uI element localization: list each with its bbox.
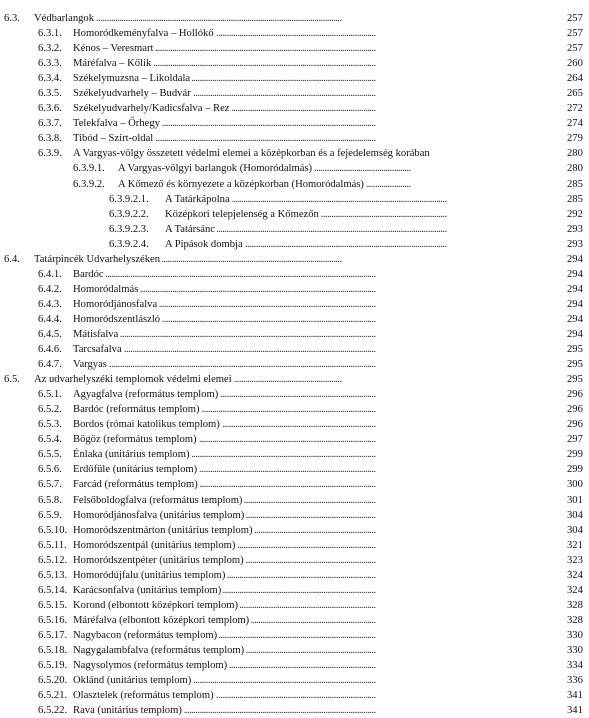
toc-entry[interactable] (0, 327, 589, 342)
section-title: Máréfalva – Kőlik (73, 58, 152, 70)
section-title: Telekfalva – Őrhegy (73, 118, 160, 130)
toc-entry-text (109, 222, 217, 237)
toc-entry-text (73, 177, 366, 192)
page-number: 301 (565, 493, 589, 508)
section-number: 6.5.13. (38, 569, 68, 581)
page-number: 294 (565, 267, 589, 282)
page-number: 272 (565, 101, 589, 116)
toc-entry[interactable] (0, 417, 589, 432)
page-number: 296 (565, 417, 589, 432)
toc-entry[interactable] (0, 11, 589, 26)
section-number: 6.3.8. (38, 133, 62, 145)
toc-entry[interactable] (0, 583, 589, 598)
page-number: 324 (565, 583, 589, 598)
section-number: 6.5.4. (38, 434, 62, 446)
section-number: 6.5.3. (38, 419, 62, 431)
toc-entry[interactable] (0, 673, 589, 688)
section-title: Székelyudvarhely/Kadicsfalva – Rez (73, 103, 230, 115)
section-title: Karácsonfalva (unitárius templom) (73, 584, 222, 596)
toc-entry[interactable] (0, 342, 589, 357)
toc-entry[interactable] (0, 477, 589, 492)
page-number: 299 (565, 447, 589, 462)
toc-entry-text (38, 432, 199, 447)
page-number: 280 (565, 146, 589, 161)
toc-entry-text (4, 252, 162, 267)
page-number: 296 (565, 402, 589, 417)
section-number: 6.5.6. (38, 464, 62, 476)
section-title: Tibód – Szirt-oldal (73, 133, 154, 145)
toc-entry-text (38, 553, 246, 568)
toc-entry-text (4, 11, 96, 26)
section-number: 6.3.9.2.3. (109, 223, 149, 235)
toc-entry-text (38, 56, 153, 71)
toc-entry[interactable] (0, 643, 589, 658)
section-number: 6.3.6. (38, 103, 62, 115)
toc-entry[interactable] (0, 523, 589, 538)
page-number: 280 (565, 161, 589, 176)
toc-entry-text (109, 237, 245, 252)
toc-entry[interactable] (0, 252, 589, 267)
page-number: 300 (565, 477, 589, 492)
section-title: Mátisfalva (73, 328, 119, 340)
toc-entry[interactable] (0, 207, 589, 222)
page-number: 257 (565, 41, 589, 56)
toc-entry[interactable] (0, 56, 589, 71)
toc-entry-text (38, 568, 227, 583)
table-of-contents (0, 11, 589, 718)
toc-entry[interactable] (0, 568, 589, 583)
section-title: Középkori telepjelenség a Kőmezőn (165, 208, 319, 220)
section-title: Máréfalva (elbontott középkori templom) (73, 614, 250, 626)
section-number: 6.4.4. (38, 313, 62, 325)
section-number: 6.5.1. (38, 389, 62, 401)
dot-leader (38, 357, 567, 372)
toc-entry[interactable] (0, 297, 589, 312)
toc-entry[interactable] (0, 267, 589, 282)
section-title: A Tatársánc (165, 223, 215, 235)
section-number: 6.4.5. (38, 328, 62, 340)
toc-entry-text (38, 342, 124, 357)
toc-entry-text (38, 538, 237, 553)
section-title: Homoródjánosfalva (unitárius templom) (73, 509, 245, 521)
page-number: 294 (565, 252, 589, 267)
toc-entry-text (38, 131, 155, 146)
toc-entry-text (73, 161, 314, 176)
toc-entry-text (38, 282, 140, 297)
section-number: 6.5.10. (38, 524, 68, 536)
page-number: 324 (565, 568, 589, 583)
section-title: Oklánd (unitárius templom) (73, 675, 192, 687)
page-number: 330 (565, 628, 589, 643)
section-number: 6.5.11. (38, 539, 67, 551)
toc-entry[interactable] (0, 222, 589, 237)
page-number: 285 (565, 192, 589, 207)
section-number: 6.5.22. (38, 705, 68, 717)
section-title: Felsőboldogfalva (református templom) (73, 494, 243, 506)
section-number: 6.3.4. (38, 73, 62, 85)
section-number: 6.3.9.2.4. (109, 238, 149, 250)
toc-entry[interactable] (0, 613, 589, 628)
section-number: 6.3.9.2. (73, 178, 105, 190)
page-number: 328 (565, 598, 589, 613)
toc-entry[interactable] (0, 192, 589, 207)
page-number: 321 (565, 538, 589, 553)
page-number: 328 (565, 613, 589, 628)
page-number: 292 (565, 207, 589, 222)
section-number: 6.5.7. (38, 479, 62, 491)
section-number: 6.3.1. (38, 28, 62, 40)
section-number: 6.5.5. (38, 449, 62, 461)
section-title: Bardóc (református templom) (73, 404, 200, 416)
section-title: Székelyudvarhely – Budvár (73, 88, 191, 100)
toc-entry-text (38, 116, 162, 131)
page-number: 296 (565, 387, 589, 402)
section-title: A Vargyas-völgy összetett védelmi elemei a középkorban és a fejedelemség korában (73, 148, 430, 160)
page-number: 294 (565, 327, 589, 342)
page-number: 294 (565, 282, 589, 297)
toc-entry[interactable] (0, 71, 589, 86)
section-title: Homoródkeményfalva – Hollókő (73, 28, 214, 40)
toc-entry[interactable] (0, 402, 589, 417)
section-title: Agyagfalva (református templom) (73, 389, 219, 401)
page-number: 304 (565, 508, 589, 523)
toc-entry[interactable] (0, 237, 589, 252)
toc-entry-text (38, 462, 199, 477)
toc-entry-text (38, 146, 432, 161)
section-number: 6.5.15. (38, 599, 68, 611)
toc-entry-text (38, 41, 155, 56)
section-number: 6.5.16. (38, 614, 68, 626)
page-number: 265 (565, 86, 589, 101)
page-number: 293 (565, 222, 589, 237)
toc-entry-text (38, 26, 216, 41)
toc-entry-text (109, 207, 321, 222)
section-title: Énlaka (unitárius templom) (73, 449, 190, 461)
toc-entry[interactable] (0, 312, 589, 327)
toc-entry-text (38, 327, 120, 342)
toc-entry-text (38, 267, 106, 282)
page-number: 341 (565, 688, 589, 703)
section-number: 6.3. (4, 13, 20, 24)
page-number: 285 (565, 177, 589, 192)
toc-entry[interactable] (0, 41, 589, 56)
toc-entry[interactable] (0, 447, 589, 462)
section-number: 6.5.20. (38, 675, 68, 687)
toc-entry-text (38, 583, 223, 598)
toc-entry[interactable] (0, 658, 589, 673)
toc-entry[interactable] (0, 101, 589, 116)
section-number: 6.5.8. (38, 494, 62, 506)
page-number: 304 (565, 523, 589, 538)
section-title: Korond (elbontott középkori templom) (73, 599, 239, 611)
page-number: 341 (565, 703, 589, 718)
section-title: Homoródújfalu (unitárius templom) (73, 569, 226, 581)
toc-entry[interactable] (0, 161, 589, 176)
toc-entry-text (38, 523, 254, 538)
page-number: 336 (565, 673, 589, 688)
page-number: 293 (565, 237, 589, 252)
toc-entry[interactable] (0, 177, 589, 192)
section-number: 6.5.19. (38, 660, 68, 672)
section-title: A Tatárkápolna (165, 193, 230, 205)
section-title: A Kőmező és környezete a középkorban (Homoródalmás) (118, 178, 364, 190)
page-number: 294 (565, 312, 589, 327)
page-number: 274 (565, 116, 589, 131)
section-title: Homoródszentpál (unitárius templom) (73, 539, 236, 551)
toc-entry-text (38, 673, 193, 688)
section-number: 6.4.6. (38, 344, 62, 356)
toc-entry-text (38, 447, 192, 462)
section-number: 6.5.18. (38, 644, 68, 656)
section-title: Bordos (római katolikus templom) (73, 419, 220, 431)
section-number: 6.3.3. (38, 58, 62, 70)
toc-entry-text (38, 493, 244, 508)
toc-entry-text (38, 598, 240, 613)
section-number: 6.4.2. (38, 283, 62, 295)
page-number: 295 (565, 357, 589, 372)
section-number: 6.5.12. (38, 554, 68, 566)
section-title: Nagygalambfalva (református templom) (73, 644, 245, 656)
page-number: 299 (565, 462, 589, 477)
page-number: 260 (565, 56, 589, 71)
section-title: A Pipások dombja (165, 238, 243, 250)
page-number: 330 (565, 643, 589, 658)
section-title: Bögöz (református templom) (73, 434, 197, 446)
page-number: 334 (565, 658, 589, 673)
section-title: Nagybacon (református templom) (73, 629, 218, 641)
section-title: A Vargyas-völgyi barlangok (Homoródalmás) (118, 163, 313, 175)
page-number: 295 (565, 372, 589, 387)
page-number: 279 (565, 131, 589, 146)
section-number: 6.4.7. (38, 359, 62, 371)
section-number: 6.5. (4, 374, 20, 386)
toc-entry-text (38, 357, 109, 372)
section-title: Védbarlangok (34, 13, 95, 24)
toc-entry-text (4, 372, 234, 387)
page-number: 295 (565, 342, 589, 357)
toc-entry[interactable] (0, 86, 589, 101)
page-number: 264 (565, 71, 589, 86)
toc-entry-text (38, 312, 162, 327)
section-title: Vargyas (73, 359, 107, 371)
section-title: Bardóc (73, 268, 104, 280)
page-number: 294 (565, 297, 589, 312)
page-number: 257 (565, 11, 589, 26)
section-title: Erdőfüle (unitárius templom) (73, 464, 198, 476)
section-number: 6.3.9. (38, 148, 62, 160)
section-title: Az udvarhelyszéki templomok védelmi elemei (34, 374, 232, 386)
toc-entry[interactable] (0, 598, 589, 613)
section-number: 6.3.9.1. (73, 163, 105, 175)
section-title: Tatárpincék Udvarhelyszéken (34, 253, 161, 265)
toc-entry[interactable] (0, 146, 589, 161)
section-title: Homoródszentlászló (73, 313, 161, 325)
section-number: 6.3.7. (38, 118, 62, 130)
section-title: Székelymuzsna – Likoldala (73, 73, 191, 85)
toc-entry[interactable] (0, 553, 589, 568)
page-number: 297 (565, 432, 589, 447)
toc-entry[interactable] (0, 508, 589, 523)
section-number: 6.5.9. (38, 509, 62, 521)
section-number: 6.5.2. (38, 404, 62, 416)
toc-entry-text (109, 192, 232, 207)
section-number: 6.3.2. (38, 43, 62, 55)
toc-entry[interactable] (0, 432, 589, 447)
toc-entry[interactable] (0, 116, 589, 131)
section-number: 6.4.1. (38, 268, 62, 280)
toc-entry-text (38, 628, 219, 643)
toc-entry[interactable] (0, 688, 589, 703)
section-title: Tarcsafalva (73, 344, 122, 356)
toc-entry-text (38, 658, 229, 673)
section-title: Homoródjánosfalva (73, 298, 158, 310)
toc-entry[interactable] (0, 462, 589, 477)
toc-entry-text (38, 101, 232, 116)
toc-entry-text (38, 71, 192, 86)
section-number: 6.3.9.2.2. (109, 208, 149, 220)
section-title: Olasztelek (református templom) (73, 690, 214, 702)
toc-entry[interactable] (0, 387, 589, 402)
toc-entry-text (38, 508, 246, 523)
toc-entry-text (38, 477, 200, 492)
section-number: 6.5.17. (38, 629, 68, 641)
toc-entry-text (38, 643, 246, 658)
section-title: Homoródszentmárton (unitárius templom) (73, 524, 253, 536)
section-title: Nagysolymos (református templom) (73, 660, 228, 672)
section-title: Homoródszentpéter (unitárius templom) (73, 554, 244, 566)
section-number: 6.5.14. (38, 584, 68, 596)
toc-entry[interactable] (0, 538, 589, 553)
toc-entry-text (38, 402, 202, 417)
section-number: 6.5.21. (38, 690, 68, 702)
toc-entry[interactable] (0, 493, 589, 508)
toc-entry-text (38, 86, 193, 101)
toc-entry[interactable] (0, 372, 589, 387)
toc-entry-text (38, 613, 251, 628)
toc-entry[interactable] (0, 628, 589, 643)
toc-entry-text (38, 387, 220, 402)
toc-entry-text (38, 417, 222, 432)
section-number: 6.4. (4, 253, 20, 265)
section-title: Kénos – Veresmart (73, 43, 154, 55)
page-number: 257 (565, 26, 589, 41)
toc-entry[interactable] (0, 131, 589, 146)
section-number: 6.3.9.2.1. (109, 193, 149, 205)
section-title: Rava (unitárius templom) (73, 705, 182, 717)
page-number: 323 (565, 553, 589, 568)
section-title: Farcád (református templom) (73, 479, 198, 491)
toc-entry[interactable] (0, 26, 589, 41)
toc-entry-text (38, 688, 216, 703)
toc-entry[interactable] (0, 357, 589, 372)
section-number: 6.4.3. (38, 298, 62, 310)
toc-entry[interactable] (0, 282, 589, 297)
toc-entry-text (38, 297, 159, 312)
section-number: 6.3.5. (38, 88, 62, 100)
section-title: Homoródalmás (73, 283, 139, 295)
dot-leader (38, 267, 567, 282)
